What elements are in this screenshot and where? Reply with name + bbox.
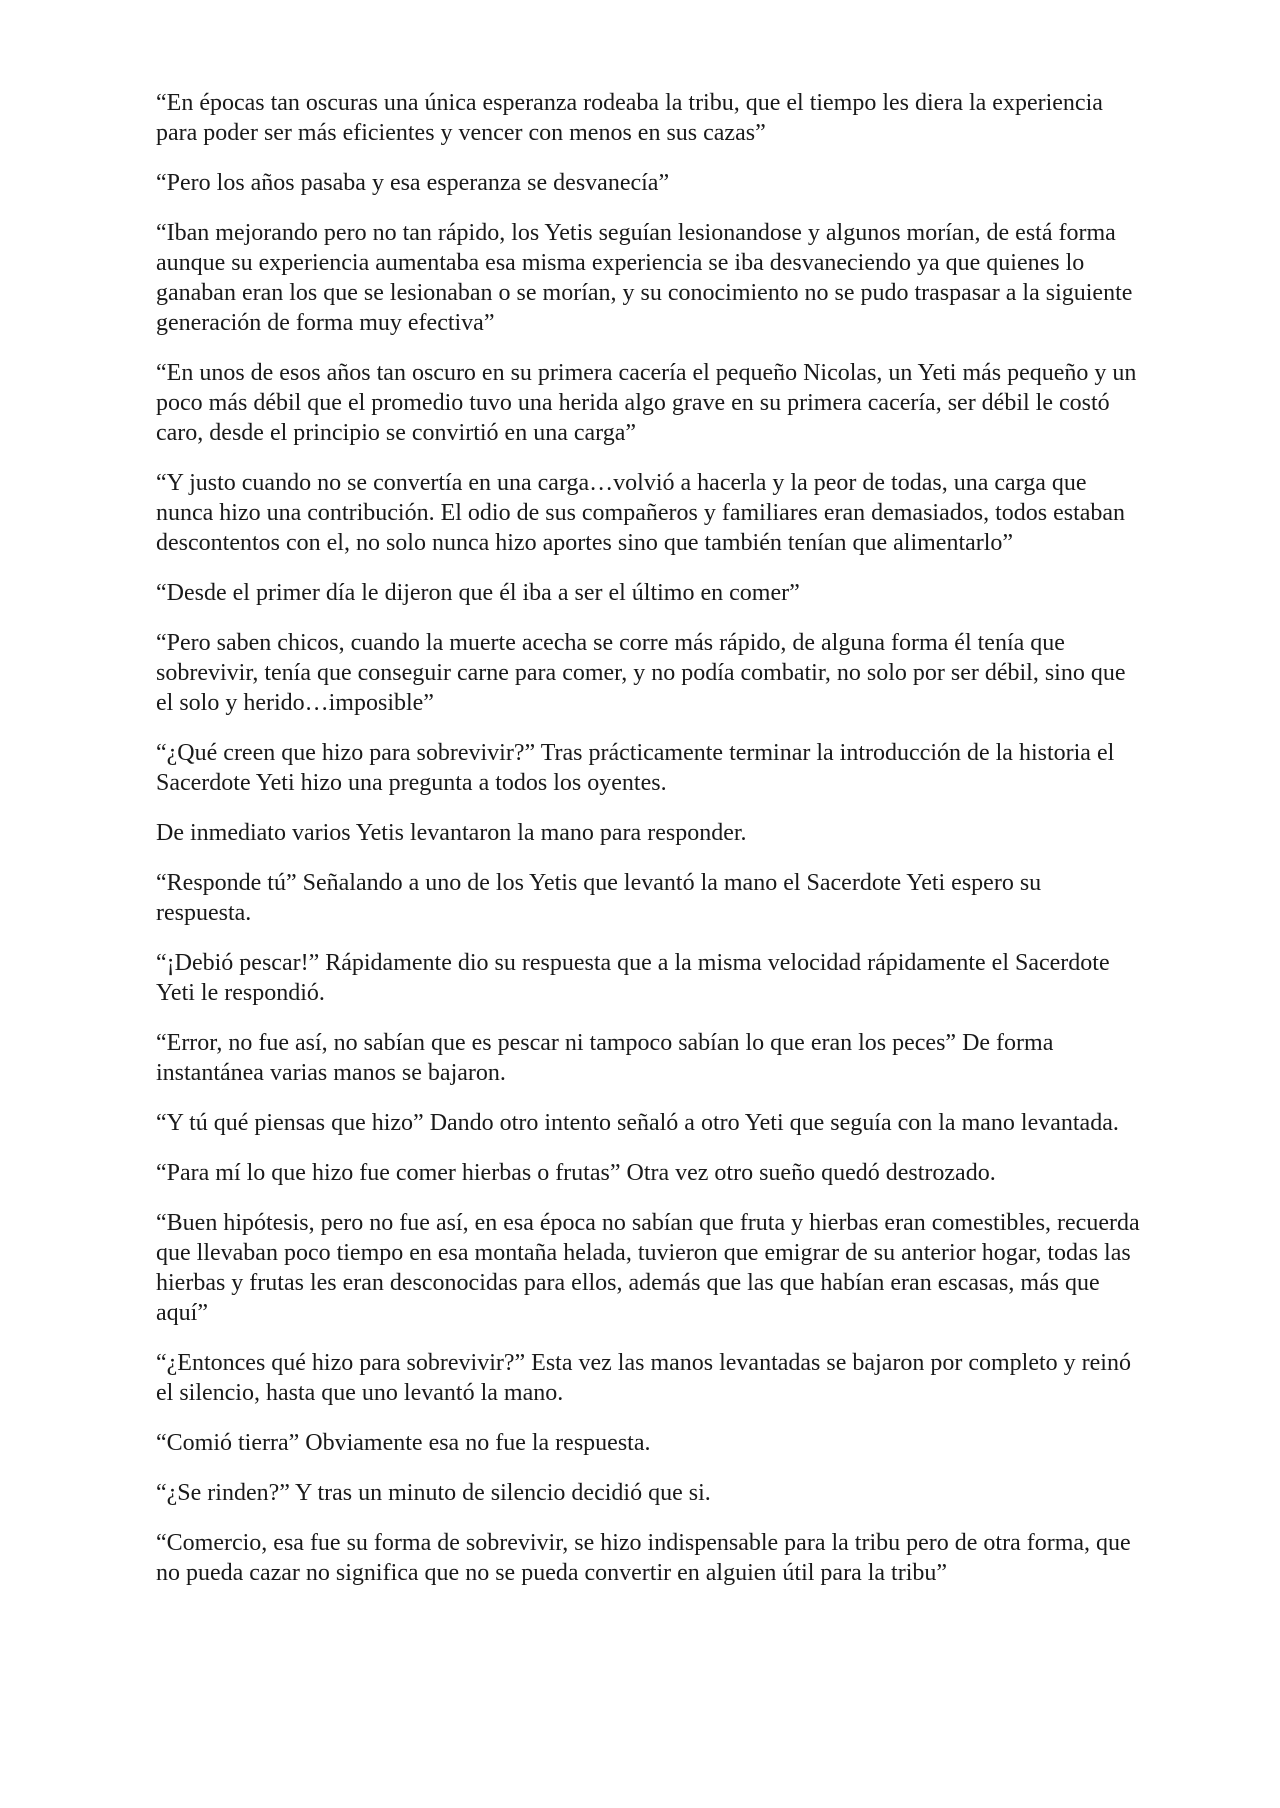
paragraph-3: “Iban mejorando pero no tan rápido, los Yetis seguían lesionandose y algunos morían, de está forma aunque su experiencia aumentaba esa misma experiencia se iba desvaneciendo ya que quienes lo ganaban eran los que se lesionaban o se morían, y su conocimiento no se pudo traspasar a la siguiente generación de forma muy efectiva” [156,220,1133,336]
paragraph-8: “¿Qué creen que hizo para sobrevivir?” Tras prácticamente terminar la introducción de la historia el Sacerdote Yeti hizo una pregunta a todos los oyentes. [156,740,1115,796]
paragraph-4: “En unos de esos años tan oscuro en su primera cacería el pequeño Nicolas, un Yeti más pequeño y un poco más débil que el promedio tuvo una herida algo grave en su primera cacería, ser débil le costó caro, desde el principio se convirtió en una carga” [156,360,1137,446]
paragraph-11: “¡Debió pescar!” Rápidamente dio su respuesta que a la misma velocidad rápidamente el Sacerdote Yeti le respondió. [156,950,1110,1006]
paragraph-13: “Y tú qué piensas que hizo” Dando otro intento señaló a otro Yeti que seguía con la mano levantada. [156,1110,1119,1136]
paragraph-6: “Desde el primer día le dijeron que él iba a ser el último en comer” [156,580,800,606]
paragraph-15: “Buen hipótesis, pero no fue así, en esa época no sabían que fruta y hierbas eran comestibles, recuerda que llevaban poco tiempo en esa montaña helada, tuvieron que emigrar de su anterior hogar, todas las hierbas y frutas les eran desconocidas para ellos, además que las que habían eran escasas, más que aquí” [156,1210,1140,1326]
paragraph-10: “Responde tú” Señalando a uno de los Yetis que levantó la mano el Sacerdote Yeti espero su respuesta. [156,870,1042,926]
paragraph-5: “Y justo cuando no se convertía en una carga…volvió a hacerla y la peor de todas, una carga que nunca hizo una contribución. El odio de sus compañeros y familiares eran demasiados, todos estaban descontentos con el, no solo nunca hizo aportes sino que también tenían que alimentarlo” [156,470,1126,556]
paragraph-2: “Pero los años pasaba y esa esperanza se desvanecía” [156,170,670,196]
paragraph-17: “Comió tierra” Obviamente esa no fue la respuesta. [156,1430,651,1456]
paragraph-12: “Error, no fue así, no sabían que es pescar ni tampoco sabían lo que eran los peces” De forma instantánea varias manos se bajaron. [156,1030,1054,1086]
paragraph-18: “¿Se rinden?” Y tras un minuto de silencio decidió que si. [156,1480,711,1506]
paragraph-7: “Pero saben chicos, cuando la muerte acecha se corre más rápido, de alguna forma él tenía que sobrevivir, tenía que conseguir carne para comer, y no podía combatir, no solo por ser débil, sino que el solo y herido…imposible” [156,630,1126,716]
paragraph-19: “Comercio, esa fue su forma de sobrevivir, se hizo indispensable para la tribu pero de otra forma, que no pueda cazar no significa que no se pueda convertir en alguien útil para la tribu” [156,1530,1131,1586]
paragraph-14: “Para mí lo que hizo fue comer hierbas o frutas” Otra vez otro sueño quedó destrozado. [156,1160,996,1186]
paragraph-16: “¿Entonces qué hizo para sobrevivir?” Esta vez las manos levantadas se bajaron por completo y reinó el silencio, hasta que uno levantó la mano. [156,1350,1131,1406]
paragraph-9: De inmediato varios Yetis levantaron la mano para responder. [156,820,747,846]
paragraph-1: “En épocas tan oscuras una única esperanza rodeaba la tribu, que el tiempo les diera la experiencia para poder ser más eficientes y vencer con menos en sus cazas” [156,90,1103,146]
document-page [156,88,1140,1608]
